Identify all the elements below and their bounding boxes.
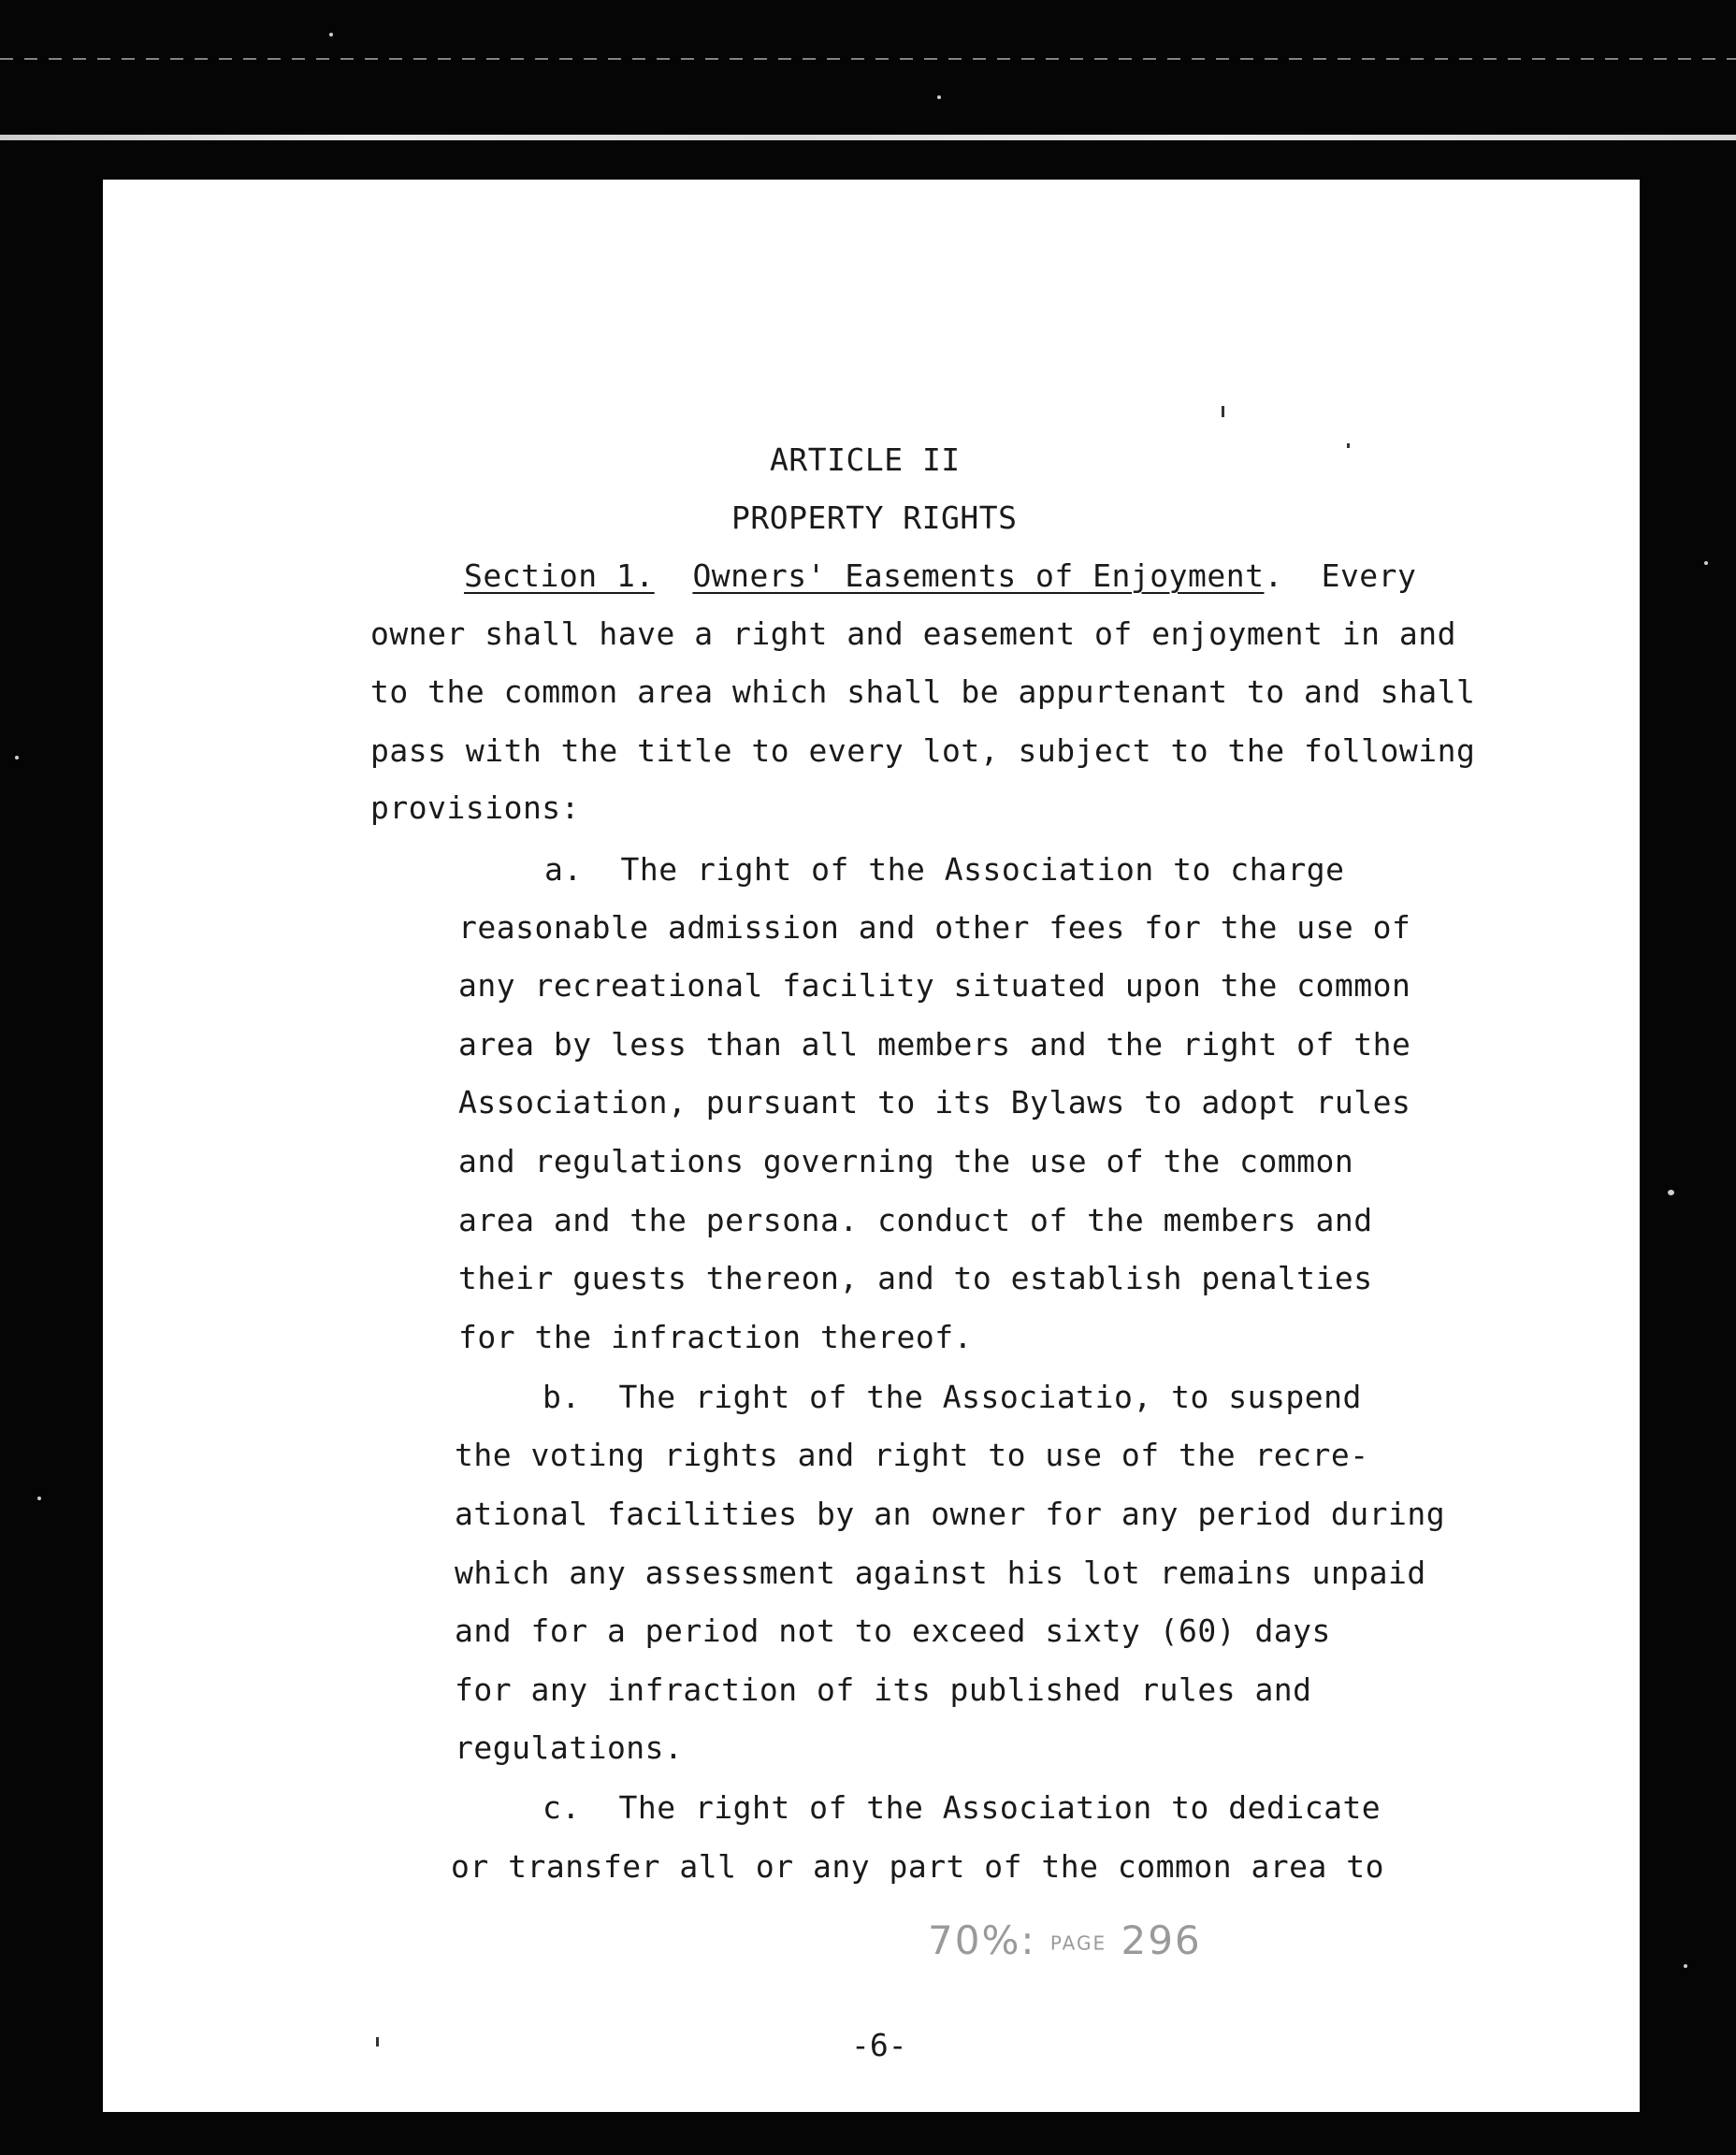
scan-mark: [1347, 443, 1350, 448]
section-label: Section 1.: [464, 557, 655, 594]
speck: [15, 756, 19, 759]
scan-mark: [376, 2037, 379, 2047]
intro-line: owner shall have a right and easement of enjoyment in and: [370, 615, 1456, 652]
item-b-line: ational facilities by an owner for any period during: [455, 1496, 1446, 1532]
item-c-line: c. The right of the Association to dedicate: [542, 1789, 1382, 1826]
recording-stamp: [928, 1917, 1202, 1963]
article-title: ARTICLE II: [770, 441, 961, 478]
item-b-line: which any assessment against his lot remains unpaid: [455, 1555, 1426, 1591]
section-title-tail: . Every: [1264, 557, 1417, 594]
item-a-line: and regulations governing the use of the common: [458, 1143, 1354, 1179]
speck: [937, 95, 941, 99]
speck: [1704, 561, 1708, 565]
item-a-line: a. The right of the Association to charge: [544, 851, 1345, 888]
stamp-book: 70: [928, 1917, 982, 1963]
speck: [1684, 1964, 1687, 1968]
item-c-line: or transfer all or any part of the common area to: [451, 1848, 1385, 1885]
item-a-line: reasonable admission and other fees for the use of: [458, 909, 1411, 946]
section-heading: PROPERTY RIGHTS: [731, 499, 1018, 536]
scan-artifact-band: [0, 135, 1736, 140]
item-a-line: their guests thereon, and to establish penalties: [458, 1260, 1373, 1296]
item-a-line: Association, pursuant to its Bylaws to adopt rules: [458, 1084, 1411, 1121]
speck: [329, 33, 333, 36]
scan-artifact-top: [0, 58, 1736, 60]
item-b-line: b. The right of the Associatio, to suspend: [542, 1379, 1362, 1415]
section-1-line: [464, 557, 1416, 594]
intro-line: pass with the title to every lot, subject to the following: [370, 732, 1476, 769]
intro-line: to the common area which shall be appurtenant to and shall: [370, 673, 1476, 710]
scan-mark: [1222, 406, 1224, 417]
item-a-line: area and the persona. conduct of the members and: [458, 1202, 1373, 1238]
stamp-page-label: PAGE: [1049, 1931, 1107, 1955]
speck: [1668, 1190, 1674, 1195]
item-b-line: for any infraction of its published rules and: [455, 1671, 1312, 1708]
speck: [37, 1497, 41, 1500]
item-b-line: regulations.: [455, 1729, 684, 1766]
item-a-line: for the infraction thereof.: [458, 1319, 973, 1355]
section-title: Owners' Easements of Enjoyment: [692, 557, 1265, 594]
page-number: -6-: [851, 2027, 907, 2063]
document-page: [103, 180, 1640, 2112]
item-a-line: any recreational facility situated upon the common: [458, 967, 1411, 1004]
stamp-page-number: 296: [1121, 1917, 1202, 1963]
item-b-line: the voting rights and right to use of the recre-: [455, 1437, 1369, 1473]
stamp-smudge: %:: [981, 1917, 1036, 1963]
item-a-line: area by less than all members and the right of the: [458, 1026, 1411, 1063]
item-b-line: and for a period not to exceed sixty (60) days: [455, 1613, 1331, 1649]
intro-line: provisions:: [370, 789, 581, 826]
